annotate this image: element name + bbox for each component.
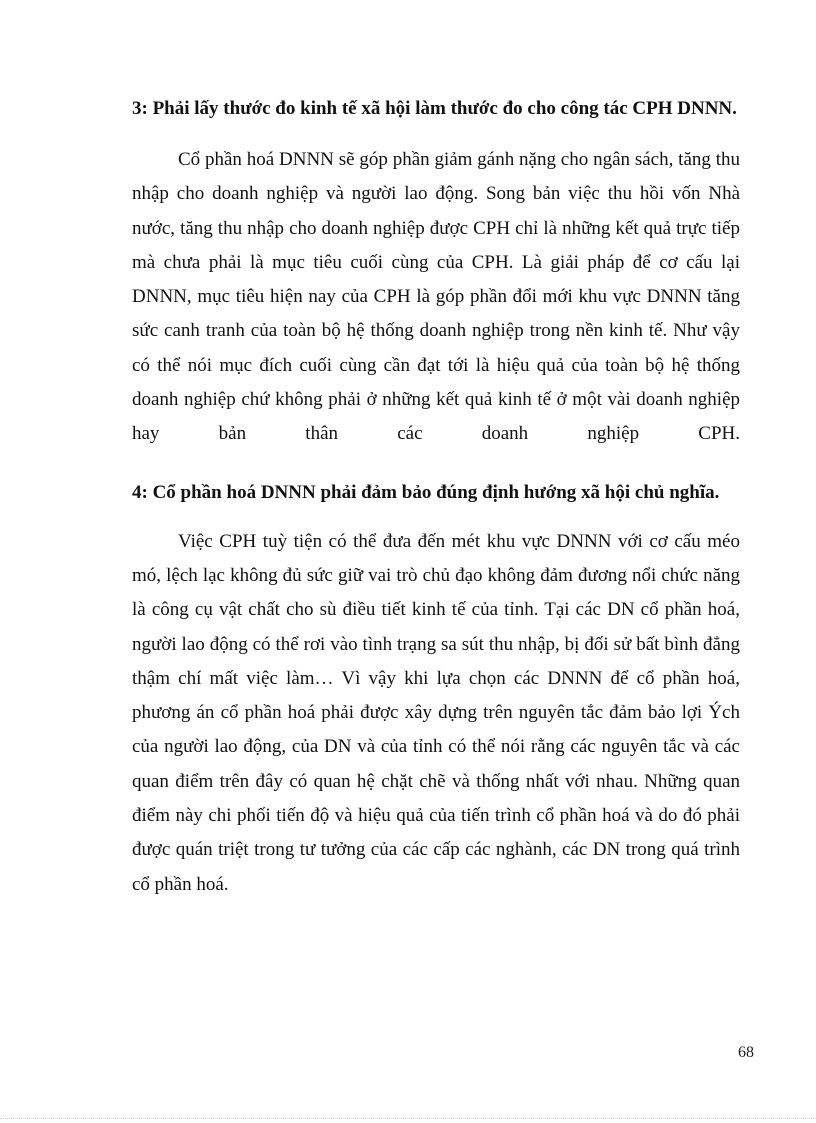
page-bottom-border bbox=[0, 1118, 816, 1119]
section-3-paragraph: Cổ phần hoá DNNN sẽ góp phần giảm gánh nặng cho ngân sách, tăng thu nhập cho doanh nghiệp và người lao động. Song bản việc thu hồi vốn Nhà nước, tăng thu nhập cho doanh nghiệp được CPH chỉ là những kết quả trực tiếp mà chưa phải là mục tiêu cuối cùng của CPH. Là giải pháp để cơ cấu lại DNNN, mục tiêu hiện nay của CPH là góp phần đổi mới khu vực DNNN tăng sức canh tranh của toàn bộ hệ thống doanh nghiệp trong nền kinh tế. Như vậy có thể nói mục đích cuối cùng cần đạt tới là hiệu quả của toàn bộ hệ thống doanh nghiệp chứ không phải ở những kết quả kinh tế ở một vài doanh nghiệp hay bản thân các doanh nghiệp CPH. bbox=[132, 149, 740, 445]
section-4-heading: 4: Cổ phần hoá DNNN phải đảm bảo đúng định hướng xã hội chủ nghĩa. bbox=[132, 481, 720, 503]
section-4-paragraph: Việc CPH tuỳ tiện có thể đưa đến mét khu vực DNNN với cơ cấu méo mó, lệch lạc không đủ sức giữ vai trò chủ đạo không đảm đương nổi chức năng là công cụ vật chất cho sù điều tiết kinh tế của tỉnh. Tại các DN cổ phần hoá, người lao động có thể rơi vào tình trạng sa sút thu nhập, bị đối sử bất bình đẳng thậm chí mất việc làm… Vì vậy khi lựa chọn các DNNN để cổ phần hoá, phương án cổ phần hoá phải được xây dựng trên nguyên tắc đảm bảo lợi Ých của người lao động, của DN và của tỉnh có thể nói rằng các nguyên tắc và các quan điểm trên đây có quan hệ chặt chẽ và thống nhất với nhau. Những quan điểm này chi phối tiến độ và hiệu quả của tiến trình cổ phần hoá và do đó phải được quán triệt trong tư tưởng của các cấp các nghành, các DN trong quá trình cổ phần hoá. bbox=[132, 530, 740, 895]
page-number: 68 bbox=[738, 1044, 754, 1061]
section-3-heading: 3: Phải lấy thước đo kinh tế xã hội làm thước đo cho công tác CPH DNNN. bbox=[132, 98, 737, 119]
page-body bbox=[132, 96, 740, 902]
